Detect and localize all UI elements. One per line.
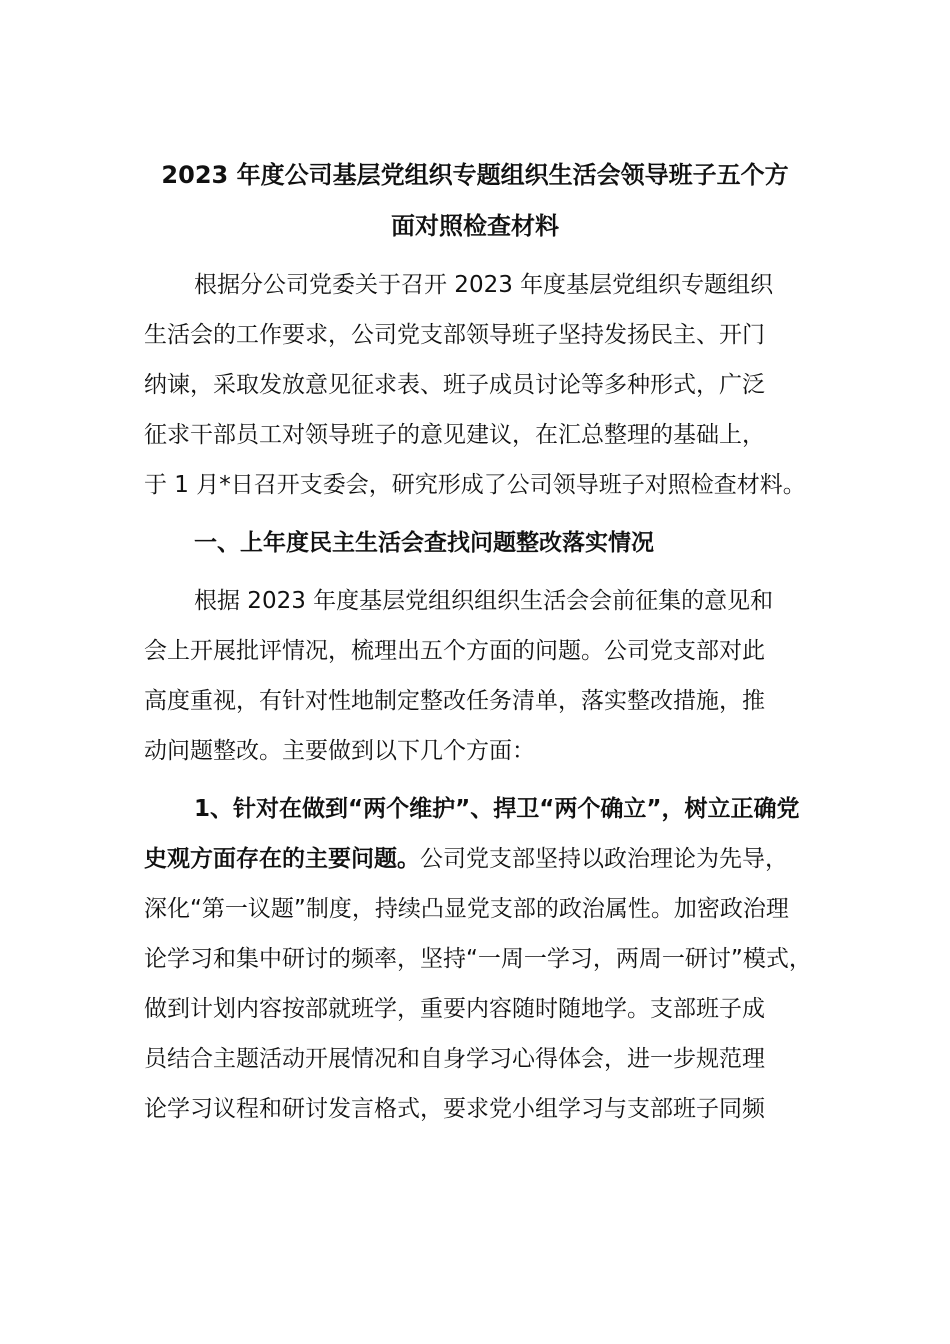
item-1-line-2 — [144, 844, 788, 874]
section-1-line-1: 根据 2023 年度基层党组织组织生活会会前征集的意见和 — [194, 588, 774, 614]
intro-line-2: 生活会的工作要求，公司党支部领导班子坚持发扬民主、开门 — [144, 322, 765, 348]
item-1-line-3: 深化“第一议题”制度，持续凸显党支部的政治属性。加密政治理 — [144, 896, 789, 922]
intro-line-5: 于 1 月*日召开支委会，研究形成了公司领导班子对照检查材料。 — [144, 472, 806, 498]
section-1-line-3: 高度重视，有针对性地制定整改任务清单，落实整改措施，推 — [144, 688, 765, 714]
document-title-line-1: 2023 年度公司基层党组织专题组织生活会领导班子五个方 — [161, 161, 789, 189]
item-1-line-5: 做到计划内容按部就班学，重要内容随时随地学。支部班子成 — [144, 996, 765, 1022]
item-1-line-4: 论学习和集中研讨的频率，坚持“一周一学习，两周一研讨”模式， — [144, 946, 812, 972]
item-1-line-2-text: 公司党支部坚持以政治理论为先导， — [420, 846, 788, 872]
item-1-heading-line-2: 史观方面存在的主要问题。 — [144, 846, 420, 872]
section-1-heading: 一、上年度民主生活会查找问题整改落实情况 — [194, 530, 654, 556]
item-1-line-6: 员结合主题活动开展情况和自身学习心得体会，进一步规范理 — [144, 1046, 765, 1072]
item-1-heading-line-1: 1、针对在做到“两个维护”、捍卫“两个确立”，树立正确党 — [194, 796, 800, 822]
section-1-line-4: 动问题整改。主要做到以下几个方面： — [144, 738, 535, 764]
intro-line-3: 纳谏，采取发放意见征求表、班子成员讨论等多种形式，广泛 — [144, 372, 765, 398]
item-1-line-7: 论学习议程和研讨发言格式，要求党小组学习与支部班子同频 — [144, 1096, 765, 1122]
intro-line-4: 征求干部员工对领导班子的意见建议，在汇总整理的基础上， — [144, 422, 765, 448]
intro-line-1: 根据分公司党委关于召开 2023 年度基层党组织专题组织 — [194, 272, 774, 298]
section-1-line-2: 会上开展批评情况，梳理出五个方面的问题。公司党支部对此 — [144, 638, 765, 664]
document-title-line-2: 面对照检查材料 — [391, 212, 559, 240]
